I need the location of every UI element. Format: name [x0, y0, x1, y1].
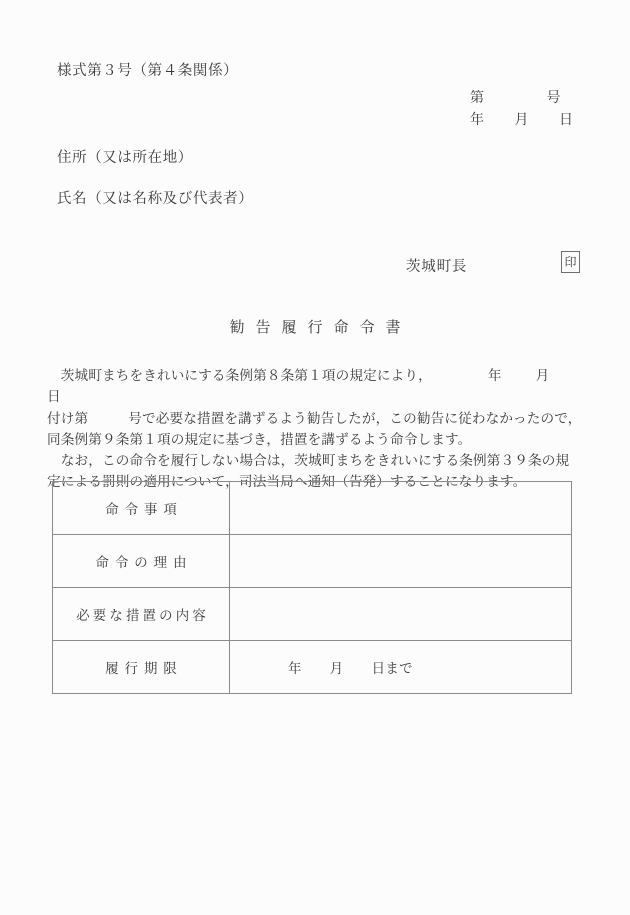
table-row — [53, 641, 572, 694]
seal-stamp-box: 印 — [561, 251, 580, 273]
document-number-prefix: 第 — [470, 91, 485, 106]
addressee-name-label: 氏名（又は名称及び代表者） — [57, 191, 254, 207]
document-number-line — [470, 88, 574, 110]
body-paragraph-1 — [47, 365, 587, 450]
body-p1-month: 月 — [535, 368, 550, 383]
document-date-line — [470, 110, 574, 132]
order-details-table — [52, 481, 572, 694]
body-p1-year: 年 — [487, 368, 502, 383]
table-value-deadline[interactable] — [230, 641, 572, 694]
body-p1-day: 日 — [47, 389, 61, 405]
table-row — [53, 482, 572, 535]
table-label-required-measures: 必要な措置の内容 — [53, 588, 230, 641]
date-month-label: 月 — [514, 113, 529, 128]
table-row — [53, 535, 572, 588]
table-value-order-items[interactable] — [230, 482, 572, 535]
deadline-day-label: 日まで — [371, 660, 413, 676]
date-day-label: 日 — [559, 113, 574, 128]
body-p2-line2: 定による罰則の適用について，司法当局へ通知（告発）することになります。 — [47, 474, 527, 490]
document-number-suffix: 号 — [546, 91, 561, 106]
document-title: 勧告履行命令書 — [229, 320, 412, 336]
table-row — [53, 588, 572, 641]
date-year-label: 年 — [470, 113, 485, 128]
body-p1-line2-rest: 号で必要な措置を講ずるよう勧告したが，この勧告に従わなかったので， — [128, 410, 582, 426]
body-p1-line1-text: 茨城町まちをきれいにする条例第８条第１項の規定により， — [47, 368, 432, 383]
form-number: 様式第３号（第４条関係） — [57, 63, 239, 79]
addressee-address-label: 住所（又は所在地） — [57, 150, 193, 166]
table-label-order-reason: 命令の理由 — [53, 535, 230, 588]
document-meta-block — [470, 88, 574, 132]
deadline-year-label: 年 — [288, 660, 302, 676]
table-value-required-measures[interactable] — [230, 588, 572, 641]
table-value-order-reason[interactable] — [230, 535, 572, 588]
deadline-month-label: 月 — [329, 660, 344, 676]
body-p2-line1: なお，この命令を履行しない場合は，茨城町まちをきれいにする条例第３９条の規 — [47, 453, 570, 469]
table-label-deadline: 履行期限 — [53, 641, 230, 694]
body-p1-line2-prefix: 付け第 — [47, 410, 89, 426]
body-p1-line3: 同条例第９条第１項の規定に基づき，措置を講ずるよう命令します。 — [47, 431, 472, 447]
document-body — [47, 365, 587, 493]
issuer-title: 茨城町長 — [406, 259, 468, 275]
table-label-order-items: 命令事項 — [53, 482, 230, 535]
